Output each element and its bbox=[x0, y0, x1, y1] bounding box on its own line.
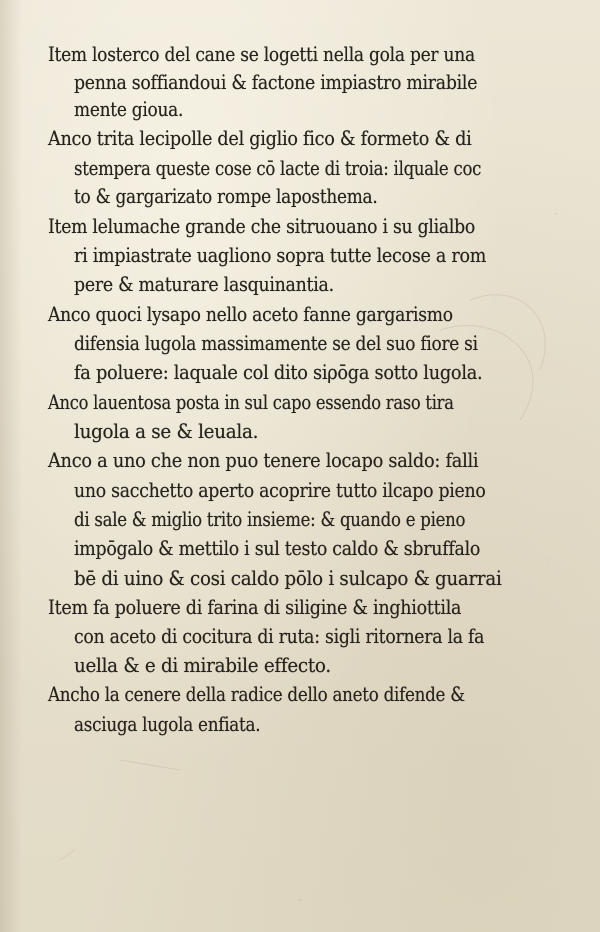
text-line: ri impiastrate uagliono sopra tutte lecose a rom bbox=[74, 244, 487, 267]
text-line: Item fa poluere di farina di siligine & inghiottila bbox=[48, 596, 462, 619]
text-line: Item losterco del cane se logetti nella gola per una bbox=[48, 43, 475, 66]
text-line: penna soffiandoui & factone impiastro mirabile bbox=[74, 71, 478, 94]
text-line: fa poluere: laquale col dito siρōga sotto lugola. bbox=[74, 361, 483, 384]
text-line: to & gargarizato rompe laposthema. bbox=[74, 185, 378, 208]
text-line: uella & e di mirabile effecto. bbox=[74, 654, 331, 677]
page-edge-shadow bbox=[0, 0, 22, 932]
text-line: bē di uino & cosi caldo pōlo i sulcapo & guarrai bbox=[74, 567, 502, 590]
text-line: uno sacchetto aperto acoprire tutto ilcapo pieno bbox=[74, 479, 486, 502]
text-line: lugola a se & leuala. bbox=[74, 420, 259, 443]
text-line: asciuga lugola enfiata. bbox=[74, 713, 261, 736]
text-line: Ancho la cenere della radice dello aneto difende & bbox=[48, 683, 465, 706]
text-line: Anco a uno che non puo tenere locapo saldo: falli bbox=[48, 449, 479, 472]
text-line: di sale & miglio trito insieme: & quando e pieno bbox=[74, 508, 466, 531]
text-line: con aceto di cocitura di ruta: sigli ritornera la fa bbox=[74, 625, 485, 648]
text-line: pere & maturare lasquinantia. bbox=[74, 273, 334, 296]
text-line: Anco quoci lysapo nello aceto fanne gargarismo bbox=[48, 303, 453, 326]
text-line: difensia lugola massimamente se del suo fiore si bbox=[74, 332, 478, 355]
text-line: Anco trita lecipolle del giglio fico & formeto & di bbox=[48, 127, 472, 150]
text-line: stempera queste cose cō lacte di troia: ilquale coc bbox=[74, 157, 482, 180]
text-line: Anco lauentosa posta in sul capo essendo raso tira bbox=[48, 391, 454, 414]
text-line: Item lelumache grande che sitruouano i su glialbo bbox=[48, 215, 475, 238]
text-line: mente gioua. bbox=[74, 98, 184, 121]
text-line: impōgalo & mettilo i sul testo caldo & sbruffalo bbox=[74, 537, 481, 560]
